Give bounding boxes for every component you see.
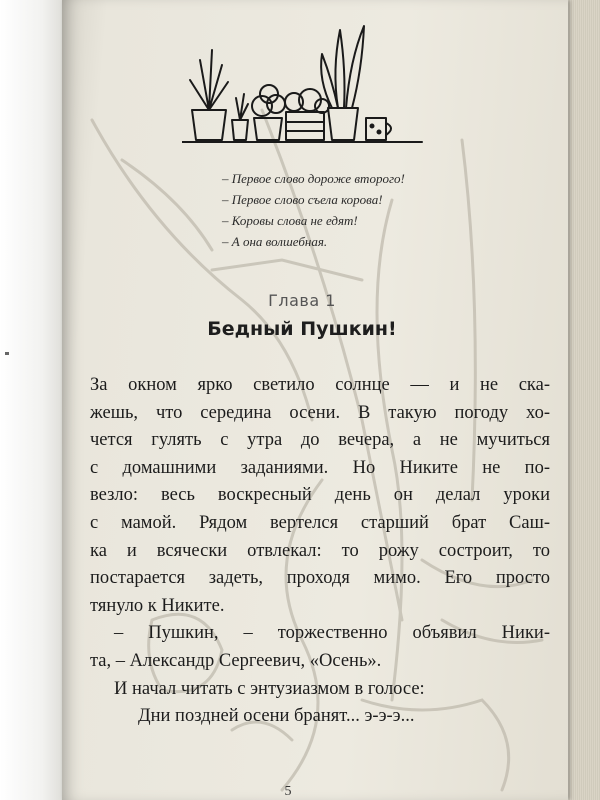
crate xyxy=(286,112,324,140)
left-page-edge xyxy=(0,0,70,800)
page-number: 5 xyxy=(284,784,292,799)
body-line: тянуло к Никите. xyxy=(90,595,225,616)
body-line: чется гулять с утра до вечера, а не мучиться xyxy=(90,430,550,451)
left-page-mark xyxy=(5,352,9,355)
chapter-label: Глава 1 xyxy=(268,291,336,310)
body-line: жешь, что середина осени. В такую погоду хо- xyxy=(90,402,550,423)
body-line: везло: весь воскресный день он делал уроки xyxy=(90,485,550,506)
body-line: ка и всячески отвлекал: то рожу состроит, то xyxy=(90,540,550,561)
body-line: За окном ярко светило солнце — и не ска- xyxy=(90,375,550,395)
body-line: И начал читать с энтузиазмом в голосе: xyxy=(114,678,425,699)
pot-4 xyxy=(328,108,358,140)
pot-3 xyxy=(254,118,282,140)
pot-1 xyxy=(192,110,226,140)
epigraph-line: – Первое слово дороже второго! xyxy=(222,171,405,186)
book-page xyxy=(62,0,568,800)
mug xyxy=(366,118,386,140)
pot-2 xyxy=(232,120,248,140)
epigraph xyxy=(222,168,542,252)
body-line: с мамой. Рядом вертелся старший брат Саш- xyxy=(90,512,550,533)
chapter-body xyxy=(90,372,550,731)
poem-line: Дни поздней осени бранят... э-э-э... xyxy=(138,706,415,727)
body-line: – Пушкин, – торжественно объявил Ники- xyxy=(114,623,550,644)
body-line: с домашними заданиями. Но Никите не по- xyxy=(90,457,550,478)
chapter-title: Бедный Пушкин! xyxy=(207,318,397,340)
plants-illustration xyxy=(182,20,452,150)
epigraph-line: – Коровы слова не едят! xyxy=(222,213,358,228)
epigraph-line: – А она волшебная. xyxy=(222,234,328,249)
body-line: постарается задеть, проходя мимо. Его просто xyxy=(90,568,550,589)
body-line: та, – Александр Сергеевич, «Осень». xyxy=(90,650,382,671)
epigraph-line: – Первое слово съела корова! xyxy=(222,192,383,207)
